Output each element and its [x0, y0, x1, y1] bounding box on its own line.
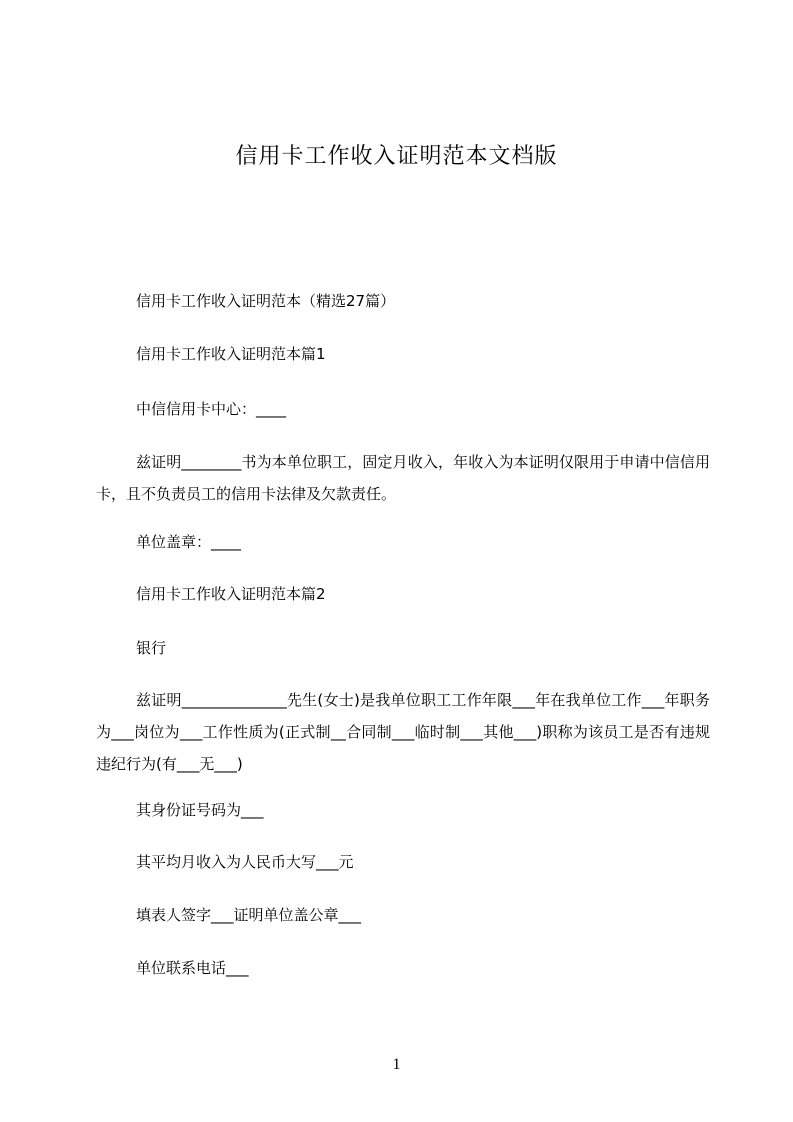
- paragraph-heading-part-1: 信用卡工作收入证明范本篇1: [136, 345, 326, 363]
- paragraph-recipient: 中信信用卡中心：____: [136, 400, 287, 418]
- paragraph-bank: 银行: [136, 639, 167, 657]
- paragraph-seal-1: 单位盖章：____: [136, 533, 242, 551]
- paragraph-monthly-income: 其平均月收入为人民币大写___元: [136, 853, 354, 871]
- paragraph-phone: 单位联系电话___: [136, 959, 249, 977]
- paragraph-heading-collection: 信用卡工作收入证明范本（精选27篇）: [136, 292, 396, 310]
- paragraph-id-number: 其身份证号码为___: [136, 801, 264, 819]
- paragraph-signature: 填表人签字___证明单位盖公章___: [136, 906, 362, 924]
- paragraph-heading-part-2: 信用卡工作收入证明范本篇2: [136, 585, 326, 603]
- document-title: 信用卡工作收入证明范本文档版: [235, 144, 558, 169]
- page-number: 1: [392, 1056, 401, 1073]
- paragraph-certification-2: 兹证明______________先生(女士)是我单位职工工作年限___年在我单位工作___年职务为___岗位为___工作性质为(正式制__合同制___临时制___其他___)职称为该员工是否有违规违纪行为(有___无___): [96, 691, 710, 773]
- paragraph-certification-1: 兹证明________书为本单位职工，固定月收入，年收入为本证明仅限用于申请中信信用卡，且不负责员工的信用卡法律及欠款责任。: [96, 453, 710, 503]
